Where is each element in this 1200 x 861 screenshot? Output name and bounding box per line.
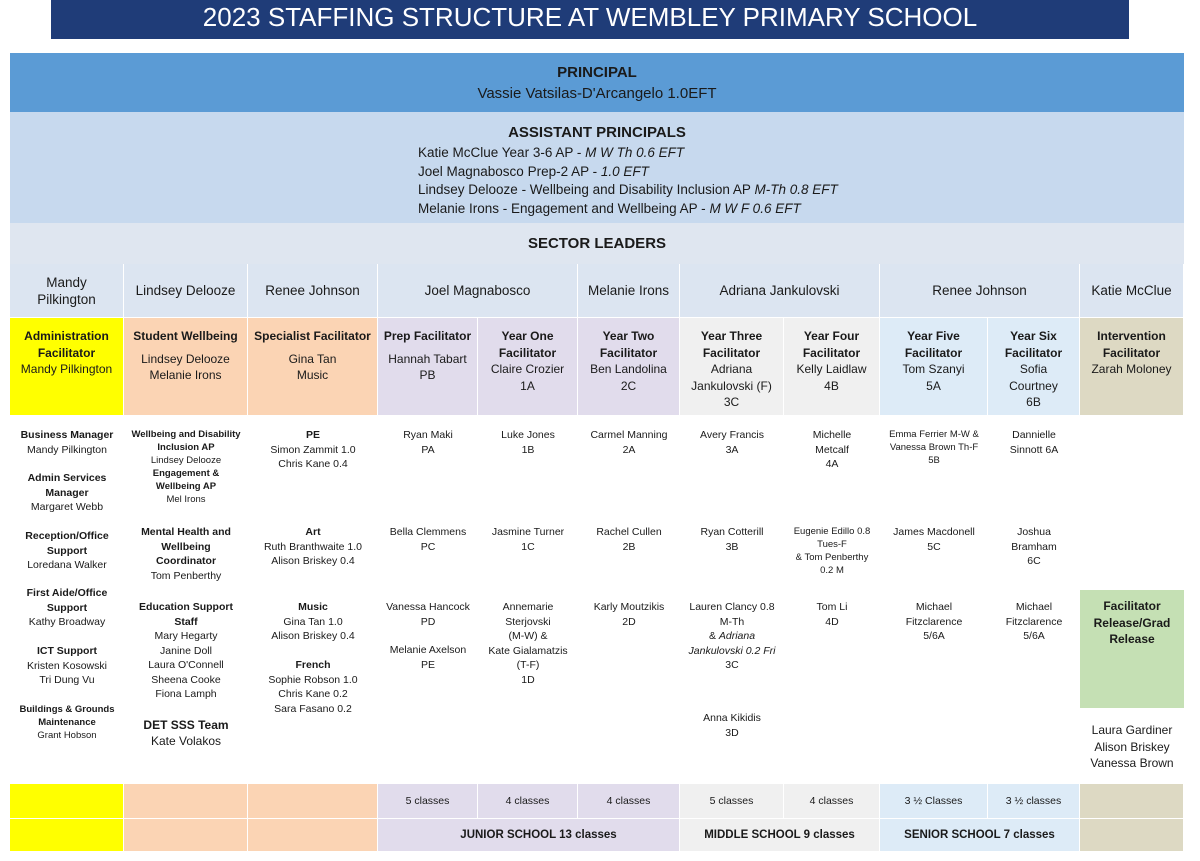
page-title: 2023 STAFFING STRUCTURE AT WEMBLEY PRIMARY SCHOOL xyxy=(51,0,1129,39)
staff-group: First Aide/Office Support Kathy Broadway xyxy=(26,587,108,628)
year5-facilitator: Year Five Facilitator Tom Szanyi 5A xyxy=(880,318,988,416)
staff-group: Business Manager Mandy Pilkington xyxy=(20,429,114,456)
specialist-footer-cell xyxy=(248,784,378,819)
class-entry: Melanie Axelson PE xyxy=(389,644,467,671)
wellbeing-total-cell xyxy=(124,819,248,852)
staff-group: DET SSS Team Kate Volakos xyxy=(143,718,229,748)
assistant-principals-band xyxy=(10,112,1184,223)
staffing-grid xyxy=(10,264,1184,852)
leader-year2: Melanie Irons xyxy=(578,264,680,318)
class-entry: Avery Francis 3A xyxy=(700,429,764,456)
intervention-footer-cell xyxy=(1080,784,1184,819)
ap-line: Melanie Irons - Engagement and Wellbeing AP - M W F 0.6 EFT xyxy=(418,200,801,216)
year3-facilitator: Year Three Facilitator Adriana Jankulovski (F) 3C xyxy=(680,318,784,416)
class-entry: Bella Clemmens PC xyxy=(389,526,467,553)
staff-group: Art Ruth Branthwaite 1.0 Alison Briskey 0.4 xyxy=(263,526,363,567)
leader-intervention: Katie McClue xyxy=(1080,264,1184,318)
class-entry: Michael Fitzclarence 5/6A xyxy=(1005,601,1063,642)
staff-group: Admin Services Manager Margaret Webb xyxy=(27,472,107,513)
release-box: Facilitator Release/Grad Release xyxy=(1080,590,1184,708)
admin-facilitator: Administration Facilitator Mandy Pilkington xyxy=(10,318,124,416)
sector-heading: SECTOR LEADERS xyxy=(527,235,667,252)
class-entry: Tom Li 4D xyxy=(816,601,848,628)
class-entry: Rachel Cullen 2B xyxy=(596,526,662,553)
year5-staff-list xyxy=(880,424,988,784)
middle-school-total: MIDDLE SCHOOL 9 classes xyxy=(680,819,880,852)
staff-group: Education Support Staff Mary Hegarty Janine Doll Laura O'Connell Sheena Cooke Fiona Lamph xyxy=(139,601,233,700)
ap-line: Katie McClue Year 3-6 AP - M W Th 0.6 EFT xyxy=(418,145,685,160)
class-entry: Ryan Maki PA xyxy=(403,429,453,456)
class-entry: Ryan Cotterill 3B xyxy=(700,526,764,553)
class-entry: Michael Fitzclarence 5/6A xyxy=(905,601,963,642)
class-entry: James Macdonell 5C xyxy=(893,526,975,553)
class-entry: Dannielle Sinnott 6A xyxy=(1009,429,1059,456)
year3-staff-list xyxy=(680,424,784,784)
principal-name: Vassie Vatsilas-D'Arcangelo 1.0EFT xyxy=(477,85,717,102)
year2-class-count: 4 classes xyxy=(578,784,680,819)
prep-class-count: 5 classes xyxy=(378,784,478,819)
leader-senior: Renee Johnson xyxy=(880,264,1080,318)
class-entry: Annemarie Sterjovski (M-W) & Kate Gialamatzis (T-F) 1D xyxy=(488,601,568,686)
leader-middle: Adriana Jankulovski xyxy=(680,264,880,318)
intervention-total-cell xyxy=(1080,819,1184,852)
year4-staff-list xyxy=(784,424,880,784)
leader-junior: Joel Magnabosco xyxy=(378,264,578,318)
admin-staff-list xyxy=(10,424,124,784)
staff-group: Reception/Office Support Loredana Walker xyxy=(25,530,109,571)
year5-class-count: 3 ½ Classes xyxy=(880,784,988,819)
staff-group: Buildings & Grounds Maintenance Grant Hobson xyxy=(19,704,115,741)
class-entry: Emma Ferrier M-W & Vanessa Brown Th-F 5B xyxy=(889,429,979,466)
class-entry: Eugenie Edillo 0.8 Tues-F & Tom Penberthy 0.2 M xyxy=(793,526,871,576)
principal-heading: PRINCIPAL xyxy=(557,64,637,81)
year1-facilitator: Year One Facilitator Claire Crozier 1A xyxy=(478,318,578,416)
ap-line: Joel Magnabosco Prep-2 AP - 1.0 EFT xyxy=(418,163,649,179)
staff-group: PE Simon Zammit 1.0 Chris Kane 0.4 xyxy=(270,429,356,470)
sector-leaders-band xyxy=(10,223,1184,264)
leader-wellbeing: Lindsey Delooze xyxy=(124,264,248,318)
specialist-facilitator: Specialist Facilitator Gina Tan Music xyxy=(248,318,378,416)
year6-facilitator: Year Six Facilitator Sofia Courtney 6B xyxy=(988,318,1080,416)
class-entry: Anna Kikidis 3D xyxy=(703,712,761,739)
wellbeing-staff-list xyxy=(124,424,248,784)
class-entry: Luke Jones 1B xyxy=(501,429,555,456)
staff-group: Wellbeing and Disability Inclusion AP Lindsey Delooze Engagement & Wellbeing AP Mel Irons xyxy=(131,429,241,505)
principal-band xyxy=(10,53,1184,112)
prep-facilitator: Prep Facilitator Hannah Tabart PB xyxy=(378,318,478,416)
specialist-total-cell xyxy=(248,819,378,852)
wellbeing-facilitator: Student Wellbeing Lindsey Delooze Melanie Irons xyxy=(124,318,248,416)
year6-staff-list xyxy=(988,424,1080,784)
class-entry: Carmel Manning 2A xyxy=(590,429,668,456)
ap-list xyxy=(418,144,838,218)
admin-total-cell xyxy=(10,819,124,852)
class-entry: Joshua Bramham 6C xyxy=(1011,526,1057,567)
class-entry: Vanessa Hancock PD xyxy=(386,601,470,628)
class-entry: Karly Moutzikis 2D xyxy=(593,601,665,628)
year1-staff-list xyxy=(478,424,578,784)
staff-group: Music Gina Tan 1.0 Alison Briskey 0.4 xyxy=(271,601,355,642)
class-entry: Jasmine Turner 1C xyxy=(491,526,565,553)
class-entry: Michelle Metcalf 4A xyxy=(812,429,852,470)
intervention-facilitator: Intervention Facilitator Zarah Moloney xyxy=(1080,318,1184,416)
year6-class-count: 3 ½ classes xyxy=(988,784,1080,819)
ap-line: Lindsey Delooze - Wellbeing and Disability Inclusion AP M-Th 0.8 EFT xyxy=(418,182,838,197)
staff-group: ICT Support Kristen Kosowski Tri Dung Vu xyxy=(27,645,107,686)
class-entry: Lauren Clancy 0.8 M-Th & Adriana Jankulovski 0.2 Fri 3C xyxy=(688,601,776,671)
ap-heading: ASSISTANT PRINCIPALS xyxy=(508,124,686,141)
release-staff-list: Laura Gardiner Alison Briskey Vanessa Brown xyxy=(1090,723,1174,770)
specialist-staff-list xyxy=(248,424,378,784)
year2-staff-list xyxy=(578,424,680,784)
wellbeing-footer-cell xyxy=(124,784,248,819)
staff-group: Mental Health and Wellbeing Coordinator Tom Penberthy xyxy=(141,526,231,582)
year1-class-count: 4 classes xyxy=(478,784,578,819)
year4-class-count: 4 classes xyxy=(784,784,880,819)
staff-group: French Sophie Robson 1.0 Chris Kane 0.2 Sara Fasano 0.2 xyxy=(268,659,358,715)
leader-specialist: Renee Johnson xyxy=(248,264,378,318)
year4-facilitator: Year Four Facilitator Kelly Laidlaw 4B xyxy=(784,318,880,416)
junior-school-total: JUNIOR SCHOOL 13 classes xyxy=(378,819,680,852)
year2-facilitator: Year Two Facilitator Ben Landolina 2C xyxy=(578,318,680,416)
admin-footer-cell xyxy=(10,784,124,819)
year3-class-count: 5 classes xyxy=(680,784,784,819)
leader-admin: Mandy Pilkington xyxy=(10,264,124,318)
prep-staff-list xyxy=(378,424,478,784)
senior-school-total: SENIOR SCHOOL 7 classes xyxy=(880,819,1080,852)
